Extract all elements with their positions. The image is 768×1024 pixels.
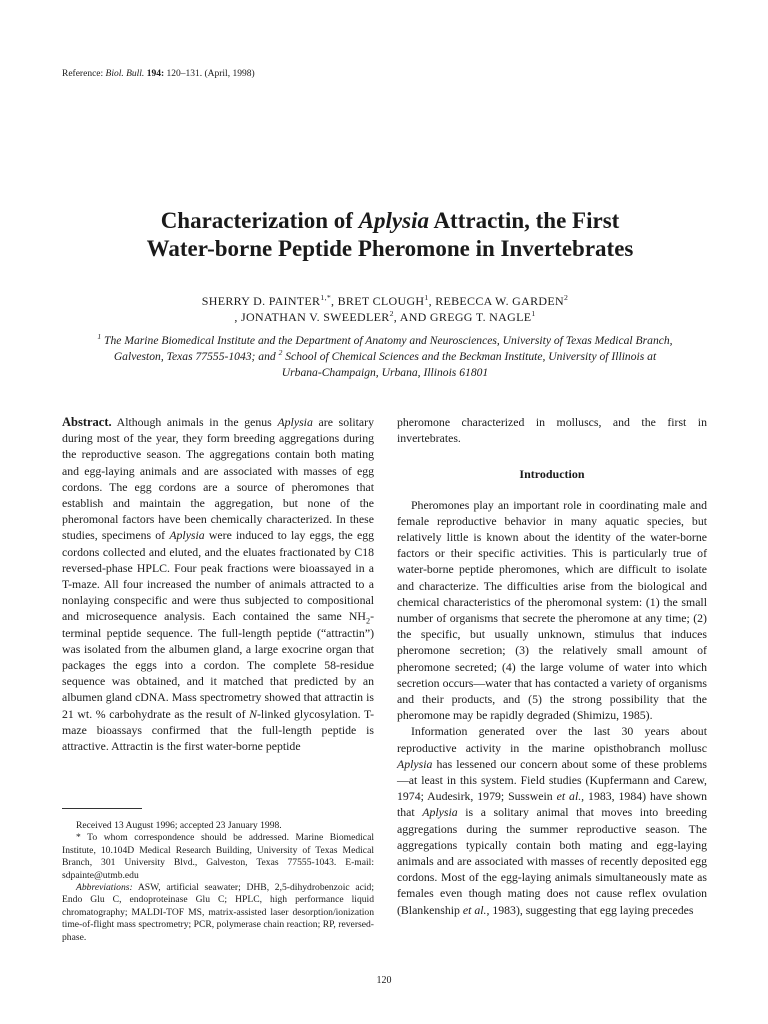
footnote-divider: [62, 808, 142, 809]
author-list: SHERRY D. $PAINTER^{1,*}$, BRET CLOUGH$^1$, REBECCA W. GARDEN$^2$ , JONATHAN V. SWEEDLER$^2$, AND GREGG T. NAGLE$^1$: [201, 293, 569, 324]
abstract-paragraph: Abstract. Although animals in the genus Aplysia are solitary during most of the year, they form breeding aggregations during the reproductive season. The aggregations contain both mating and egg-laying animals and are associated with masses of egg cordons. The egg cordons are a source of pheromones that establish and maintain the aggregation, but none of the pheromonal factors have been chemically characterized. In these studies, specimens of Aplysia were induced to lay eggs, the egg cordons collected and eluted, and the eluates fractionated by C18 reversed-phase HPLC. Four peak fractions were bioassayed in a T-maze. All four increased the number of animals attracted to a nonlaying conspecific and were thus subjected to compositional and microsequence analysis. Each contained the same $NH_2$-terminal peptide sequence. The full-length peptide (“attractin”) was isolated from the albumen gland, a large exocrine organ that packages the eggs into a cordon. The complete 58-residue sequence was obtained, and it matched that predicted by an albumen gland cDNA. Mass spectrometry showed that attractin is 21 wt. % carbohydrate as the result of N-linked glycosylation. T-maze bioassays confirmed that the full-length peptide is attractive. Attractin is the first water-borne peptide: [62, 415, 374, 754]
reference-label: Reference:: [62, 69, 106, 79]
intro-paragraph-1: Pheromones play an important role in coordinating male and female reproductive behavior in many aquatic species, but relatively little is known about the identity of the water-borne factors or their specific activities. This is particularly true of water-borne peptide pheromones, which are difficult to isolate and characterize. The difficulties arise from the biological and chemical characteristics of the pheromonal system: (1) the small number of organisms that secrete the pheromone at any time; (2) the specific, but usually unknown, stimulus that induces pheromone secretion; (3) the relatively small amount of pheromone secreted; (4) the large volume of water into which secretion occurs—water that has contacted a variety of organisms and their products, and (5) the strong possibility that the pheromone may be rapidly degraded (Shimizu, 1985).: [397, 497, 707, 723]
article-title: Characterization of Aplysia Attractin, the First Water-borne Peptide Pheromone in Invertebrates: [146, 208, 634, 261]
introduction-heading: Introduction: [519, 467, 585, 482]
journal-name: Biol. Bull.: [105, 69, 145, 79]
right-column: [397, 414, 707, 918]
page-number: 120: [376, 975, 392, 986]
journal-pages: 120–131. (April, 1998): [166, 69, 255, 79]
abstract-continued: pheromone characterized in molluscs, and the first in invertebrates.: [397, 415, 707, 446]
title-genus: Aplysia: [358, 208, 429, 233]
footnote-received: Received 13 August 1996; accepted 23 January 1998.: [76, 820, 282, 831]
reference-line: [62, 68, 255, 80]
footnote-abbreviations: Abbreviations: ASW, artificial seawater; DHB, 2,5-dihydrobenzoic acid; Endo Glu C, endoproteinase Glu C; HPLC, high performance liquid chromatography; MALDI-TOF MS, matrix-assisted laser desorption/ionization time-of-flight mass spectrometry; PCR, polymerase chain reaction; RP, reversed-phase.: [62, 882, 374, 943]
abstract-heading: Abstract.: [62, 415, 112, 429]
intro-paragraph-2: Information generated over the last 30 years about reproductive activity in the marine opisthobranch mollusc Aplysia has lessened our concern about some of these problems—at least in this system. Field studies (Kupfermann and Carew, 1974; Audesirk, 1979; Susswein et al., 1983, 1984) have shown that Aplysia is a solitary animal that moves into breeding aggregations during the summer reproductive season. The aggregations typically contain both mating and egg-laying animals and are associated with masses of recently deposited egg cordons. Most of the egg-laying animals simultaneously mate as females even though mating does not cause reflex ovulation (Blankenship et al., 1983), suggesting that egg laying precedes: [397, 724, 707, 917]
footnote-correspondence: * To whom correspondence should be addressed. Marine Biomedical Institute, 10.104D Medical Research Building, University of Texas Medical Branch, 301 University Blvd., Galveston, Texas 77555-1043. E-mail: sdpainte@utmb.edu: [62, 832, 374, 881]
affiliations: $^1$ The Marine Biomedical Institute and the Department of Anatomy and Neurosciences, University of Texas Medical Branch, Galveston, Texas 77555-1043; and $^2$ School of Chemical Sciences and the Beckman Institute, University of Illinois at Urbana-Champaign, Urbana, Illinois 61801: [97, 332, 673, 379]
journal-volume: 194:: [146, 69, 165, 79]
left-column: [62, 414, 374, 754]
footnotes: [62, 820, 374, 944]
